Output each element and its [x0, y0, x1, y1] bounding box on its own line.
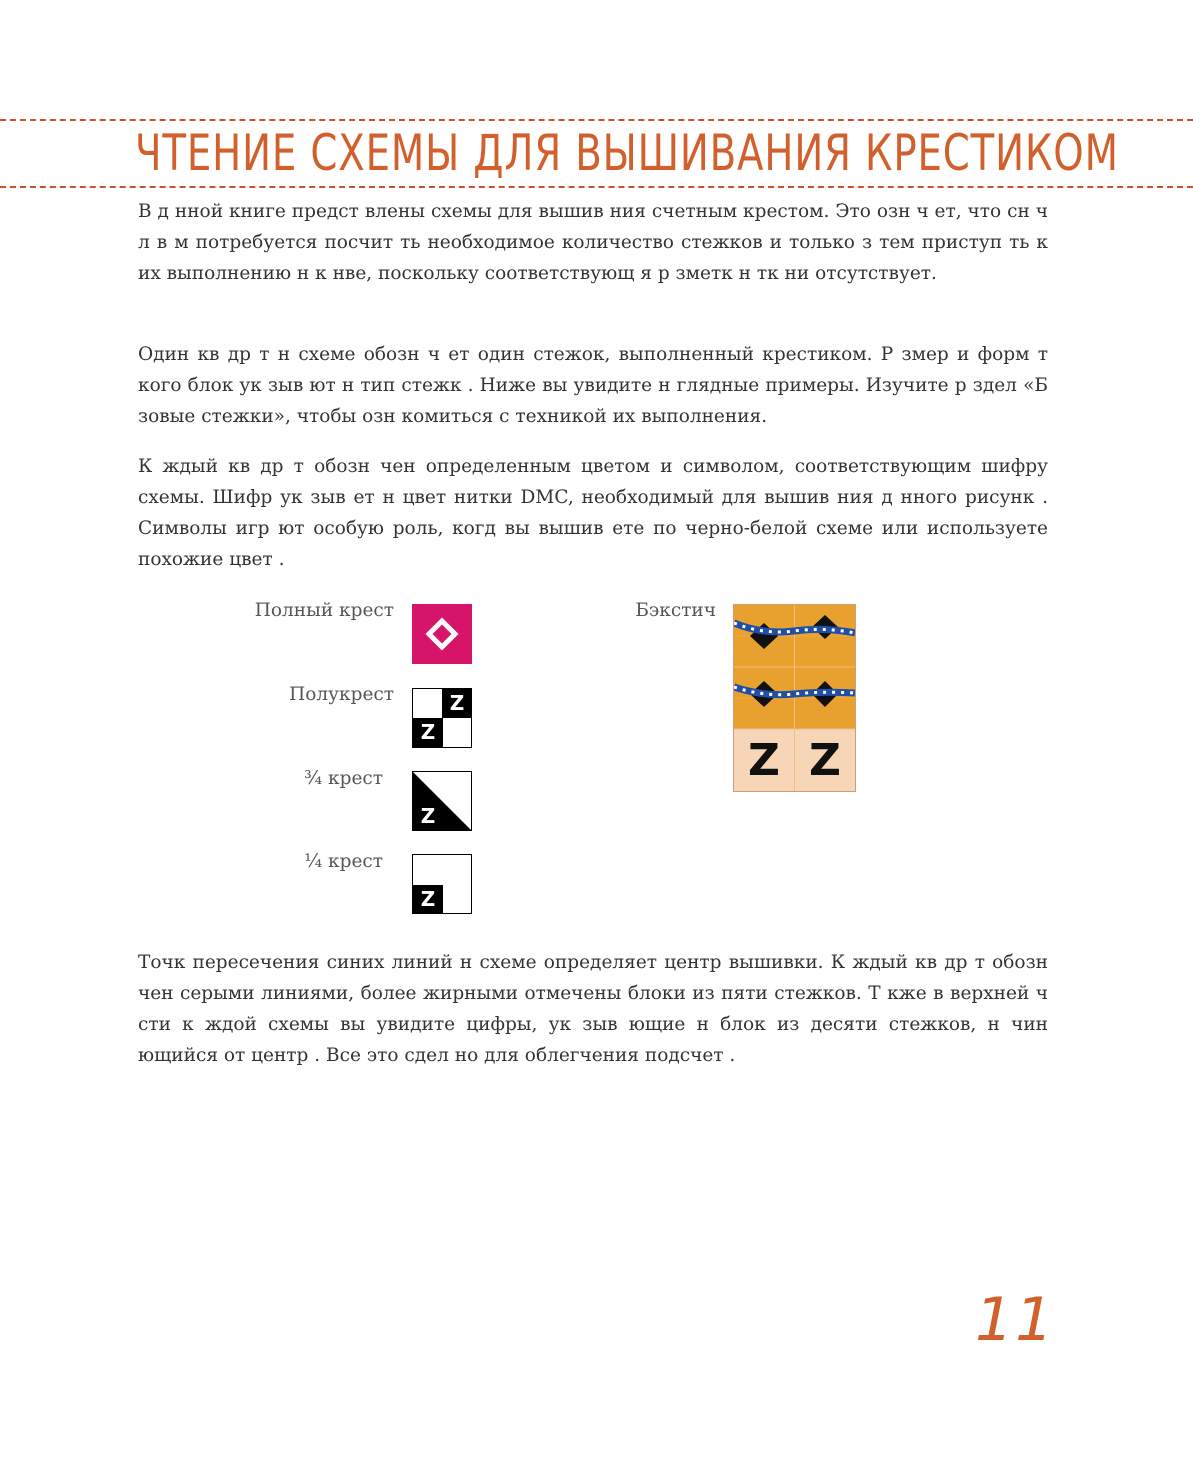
backstitch-swatch [733, 604, 856, 792]
top-dashed-rule [0, 119, 1193, 121]
three-quarter-cross-swatch [412, 771, 472, 831]
page-title: ЧТЕНИЕ СХЕМЫ ДЛЯ ВЫШИВАНИЯ КРЕСТИКОМ [135, 124, 1119, 182]
paragraph-intro: В д нной книге предст влены схемы для вышив ния счетным крестом. Это озн ч ет, что сн ч л в м потребуется посчит ть необходимое количество стежков и только з тем приступ ть к их выполнению н к нве, поскольку соответствующ я р зметк н тк ни отсутствует. [138, 201, 1048, 284]
z-symbol-icon: Z [413, 718, 443, 748]
label-full-cross: Полный крест [254, 600, 394, 621]
page-number: 11 [975, 1285, 1056, 1355]
z-symbol-icon: Z [809, 735, 841, 786]
label-quarter-cross: ¼ крест [304, 851, 383, 872]
full-cross-swatch [412, 604, 472, 664]
paragraph-square-meaning: Один кв др т н схеме обозн ч ет один стежок, выполненный крестиком. Р змер и форм т кого блок ук зыв ют н тип стежк . Ниже вы увидите н глядные примеры. Изучите р здел «Б зовые стежки», чтобы озн комиться с техникой их выполнения. [138, 344, 1048, 427]
z-symbol-icon: Z [442, 689, 472, 718]
label-backstitch: Бэкстич [635, 600, 716, 621]
diamond-icon [412, 604, 472, 664]
half-cross-swatch [412, 688, 472, 748]
paragraph-center-lines: Точк пересечения синих линий н схеме определяет центр вышивки. К ждый кв др т обозн чен серыми линиями, более жирными отмечены блоки из пяти стежков. Т кже в верхней ч сти к ждой схемы вы увидите цифры, ук зыв ющие н блок из десяти стежков, н чин ющийся от центр . Все это сдел но для облегчения подсчет . [138, 952, 1048, 1066]
label-three-quarter-cross: ¾ крест [304, 768, 383, 789]
z-symbol-icon: Z [413, 885, 443, 913]
paragraph-color-symbol: К ждый кв др т обозн чен определенным цветом и символом, соответствующим шифру схемы. Шифр ук зыв ет н цвет нитки DMC, необходимый для вышив ния д нного рисунк . Символы игр ют особую роль, когд вы вышив ете по черно-белой схеме или используете похожие цвет . [138, 456, 1048, 570]
quarter-cross-swatch [412, 854, 472, 914]
bottom-dashed-rule [0, 186, 1193, 188]
label-half-cross: Полукрест [289, 684, 394, 705]
z-symbol-icon: Z [420, 804, 436, 828]
z-symbol-icon: Z [748, 735, 780, 786]
